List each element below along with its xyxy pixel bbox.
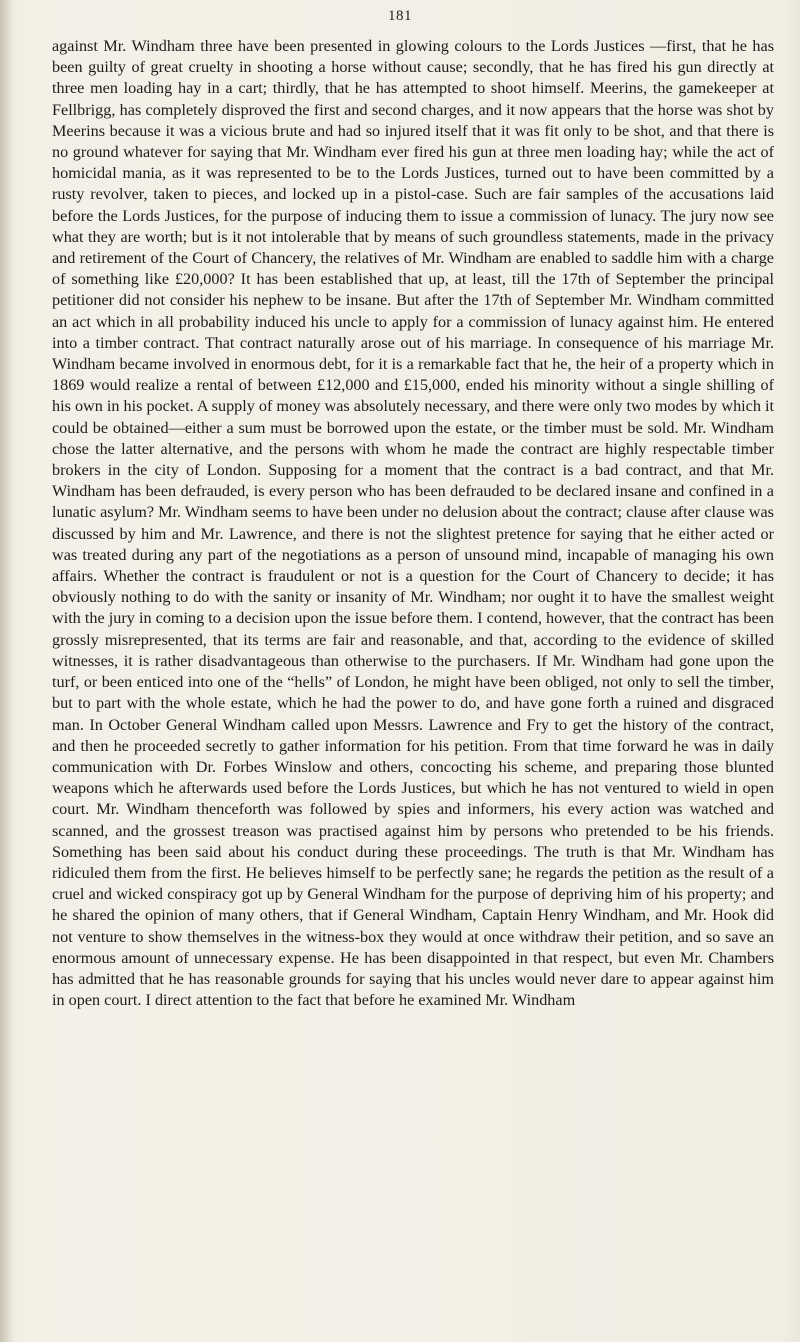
body-paragraph: against Mr. Windham three have been presented in glowing colours to the Lords Justices —first, that he has been guilty of great cruelty in shooting a horse without cause; secondly, that he has fired his gun directly at three men loading hay in a cart; thirdly, that he has attempted to shoot himself. Meerins, the gamekeeper at Fellbrigg, has completely disproved the first and second charges, and it now appears that the horse was shot by Meerins because it was a vicious brute and had so injured itself that it was fit only to be shot, and that there is no ground whatever for saying that Mr. Windham ever fired his gun at three men loading hay; while the act of homicidal mania, as it was represented to be to the Lords Justices, turned out to have been committed by a rusty revolver, taken to pieces, and locked up in a pistol-case. Such are fair samples of the accusations laid before the Lords Justices, for the purpose of inducing them to issue a commission of lunacy. The jury now see what they are worth; but is it not intolerable that by means of such groundless statements, made in the privacy and retirement of the Court of Chancery, the relatives of Mr. Windham are enabled to saddle him with a charge of something like £20,000? It has been established that up, at least, till the 17th of September the principal petitioner did not consider his nephew to be insane. But after the 17th of September Mr. Windham committed an act which in all probability induced his uncle to apply for a commission of lunacy against him. He entered into a timber contract. That contract naturally arose out of his marriage. In consequence of his marriage Mr. Windham became involved in enormous debt, for it is a remarkable fact that he, the heir of a property which in 1869 would realize a rental of between £12,000 and £15,000, ended his minority without a single shilling of his own in his pocket. A supply of money was absolutely necessary, and there were only two modes by which it could be obtained—either a sum must be borrowed upon the estate, or the timber must be sold. Mr. Windham chose the latter alternative, and the persons with whom he made the contract are highly respectable timber brokers in the city of London. Supposing for a moment that the contract is a bad contract, and that Mr. Windham has been defrauded, is every person who has been defrauded to be declared insane and confined in a lunatic asylum? Mr. Windham seems to have been under no delusion about the contract; clause after clause was discussed by him and Mr. Lawrence, and there is not the slightest pretence for saying that he either acted or was treated during any part of the negotiations as a person of unsound mind, incapable of managing his own affairs. Whether the contract is fraudulent or not is a question for the Court of Chancery to decide; it has obviously nothing to do with the sanity or insanity of Mr. Windham; nor ought it to have the smallest weight with the jury in coming to a decision upon the issue before them. I contend, however, that the contract has been grossly misrepresented, that its terms are fair and reasonable, and that, according to the evidence of skilled witnesses, it is rather disadvantageous than otherwise to the purchasers. If Mr. Windham had gone upon the turf, or been enticed into one of the “hells” of London, he might have been obliged, not only to sell the timber, but to part with the whole estate, which he had the power to do, and have gone forth a ruined and disgraced man. In October General Windham called upon Messrs. Lawrence and Fry to get the history of the contract, and then he proceeded secretly to gather information for his petition. From that time forward he was in daily communication with Dr. Forbes Winslow and others, concocting his scheme, and preparing those blunted weapons which he afterwards used before the Lords Justices, but which he has not ventured to wield in open court. Mr. Windham thenceforth was followed by spies and informers, his every action was watched and scanned, and the grossest treason was practised against him by persons who pretended to be his friends. Something has been said about his conduct during these proceedings. The truth is that Mr. Windham has ridiculed them from the first. He believes himself to be perfectly sane; he regards the petition as the result of a cruel and wicked conspiracy got up by General Windham for the purpose of depriving him of his property; and he shared the opinion of many others, that if General Windham, Captain Henry Windham, and Mr. Hook did not venture to show themselves in the witness-box they would at once withdraw their petition, and so save an enormous amount of unnecessary expense. He has been disappointed in that respect, but even Mr. Chambers has admitted that he has reasonable grounds for saying that his uncles would never dare to appear against him in open court. I direct attention to the fact that before he examined Mr. Windham [52,37,774,1010]
page-number: 181 [388,8,412,24]
binding-gutter-shadow [0,0,14,1342]
